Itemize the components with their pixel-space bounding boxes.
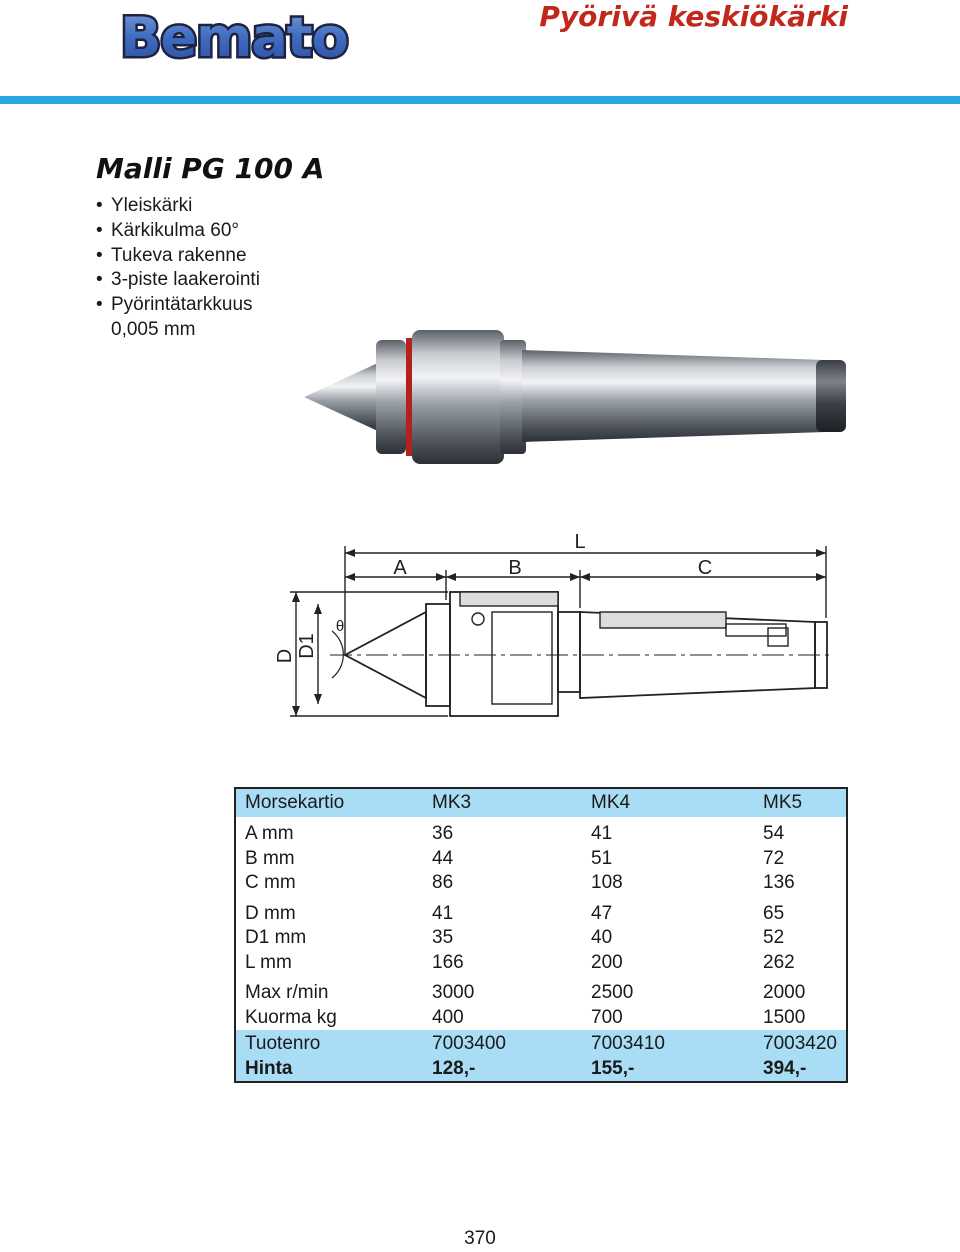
table-row [236,926,846,951]
product-number-row [236,1030,846,1057]
row-label: D mm [245,902,296,924]
feature-item: • Yleiskärki [96,194,260,219]
cell: 47 [591,902,613,924]
product-number: 7003400 [423,1030,582,1057]
cell: 86 [432,872,454,894]
bemato-logo [95,6,373,70]
feature-item: • Tukeva rakenne [96,244,260,269]
cell: 108 [591,872,623,894]
cell: 262 [763,951,795,973]
header-rule [0,96,960,104]
cell: 1500 [763,1006,806,1028]
cell: 44 [432,847,454,869]
cell: 54 [763,823,785,845]
svg-text:D: D [274,648,296,664]
row-label: Kuorma kg [245,1006,337,1028]
product-number: 7003410 [582,1030,754,1057]
header-cell: MK3 [423,789,582,817]
cell: 40 [591,927,613,949]
row-label: C mm [245,872,296,894]
row-label: Hinta [236,1057,423,1082]
row-label: Tuotenro [236,1030,423,1057]
cell: 400 [432,1006,464,1028]
table-row [236,951,846,976]
header-cell: MK4 [582,789,754,817]
cell: 200 [591,951,623,973]
header-cell: MK5 [754,789,846,817]
cell: 2500 [591,982,634,1004]
page-title: Pyörivä keskiökärki [539,0,848,33]
header-cell: Morsekartio [236,789,423,817]
cell: 51 [591,847,613,869]
feature-item: • Kärkikulma 60° [96,219,260,244]
table-row [236,871,846,896]
svg-text:D1: D1 [296,633,318,659]
svg-text:B: B [508,557,522,579]
price: 128,- [423,1057,582,1082]
table-header-row [236,789,846,817]
row-label: Max r/min [245,982,329,1004]
spec-table [234,787,848,1083]
page-number: 370 [464,1228,496,1249]
row-label: B mm [245,847,295,869]
svg-text:C: C [697,557,713,579]
price: 155,- [582,1057,754,1082]
cell: 65 [763,902,785,924]
product-number: 7003420 [754,1030,846,1057]
feature-item-continuation: 0,005 mm [111,318,196,340]
dimension-drawing [270,528,835,723]
cell: 36 [432,823,454,845]
model-title: Malli PG 100 A [96,152,325,185]
table-row [236,896,846,927]
svg-text:A: A [393,557,407,579]
table-row [236,847,846,872]
cell: 52 [763,927,785,949]
row-label: A mm [245,823,294,845]
feature-item: • Pyörintätarkkuus [96,293,260,318]
live-center-photo [300,326,848,468]
cell: 2000 [763,982,806,1004]
feature-item: • 3-piste laakerointi [96,268,260,293]
cell: 72 [763,847,785,869]
cell: 166 [432,951,464,973]
cell: 700 [591,1006,623,1028]
cell: 41 [432,902,454,924]
svg-text:Bemato: Bemato [120,6,348,69]
row-label: L mm [245,951,292,973]
cell: 3000 [432,982,475,1004]
table-row [236,1006,846,1031]
row-label: D1 mm [245,927,307,949]
cell: 136 [763,872,795,894]
table-row [236,975,846,1006]
svg-text:L: L [574,531,586,553]
feature-list [96,194,260,343]
cell: 35 [432,927,454,949]
svg-text:θ: θ [335,618,345,635]
cell: 41 [591,823,613,845]
price-row [236,1057,846,1082]
table-row [236,817,846,847]
price: 394,- [754,1057,846,1082]
